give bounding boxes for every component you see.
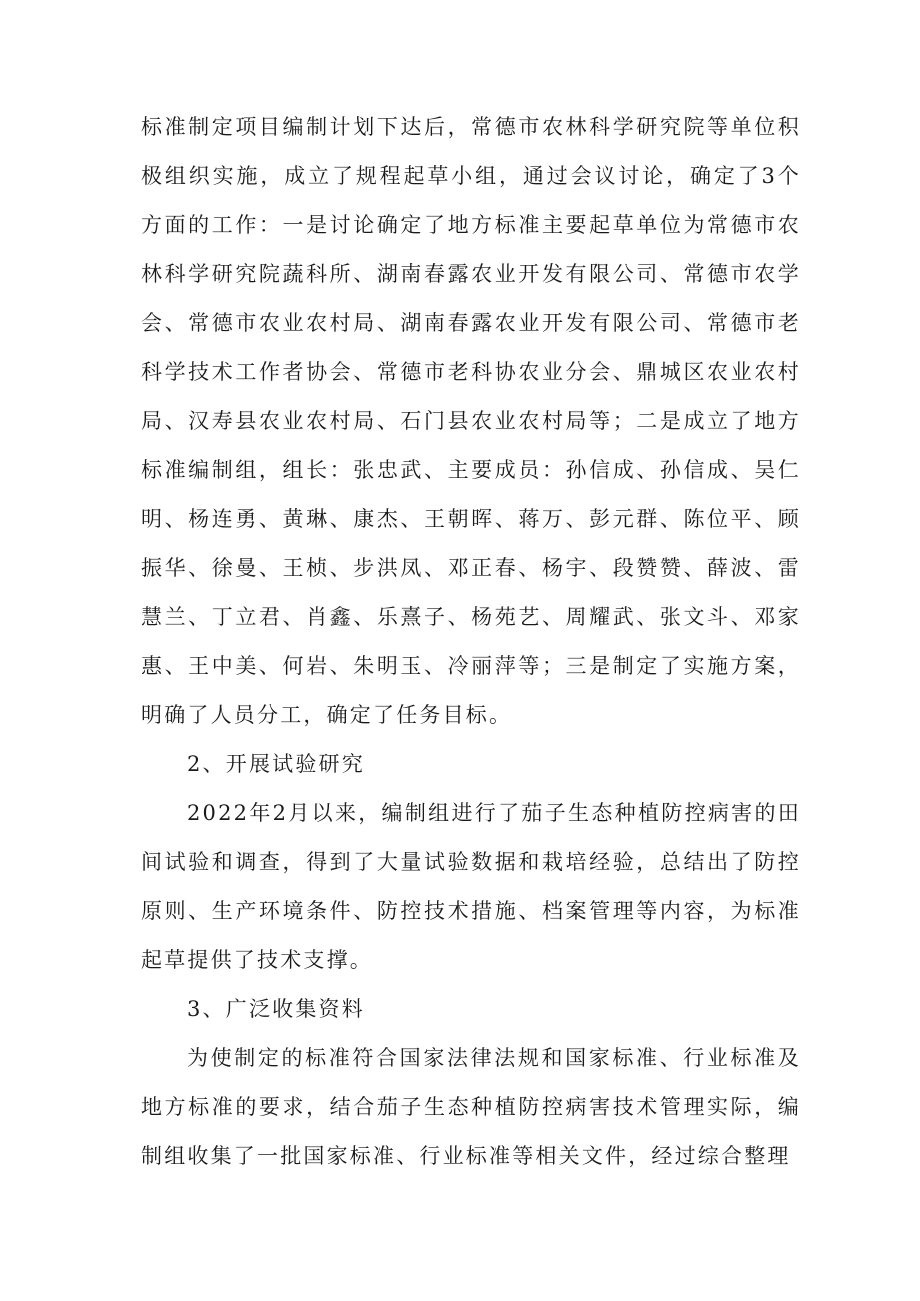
paragraph-collect-materials: 为使制定的标准符合国家法律法规和国家标准、行业标准及地方标准的要求，结合茄子生态种植防控病害技术管理实际，编制组收集了一批国家标准、行业标准等相关文件，经过综合整理	[141, 1046, 801, 1168]
paragraph-trial-research: 2022年2月以来，编制组进行了茄子生态种植防控病害的田间试验和调查，得到了大量试验数据和栽培经验，总结出了防控原则、生产环境条件、防控技术措施、档案管理等内容，为标准起草提供了技术支撑。	[141, 801, 801, 972]
section-heading-trial-research: 2、开展试验研究	[187, 752, 365, 776]
document-body	[141, 103, 801, 1181]
paragraph-organization: 标准制定项目编制计划下达后，常德市农林科学研究院等单位积极组织实施，成立了规程起草小组，通过会议讨论，确定了3个方面的工作：一是讨论确定了地方标准主要起草单位为常德市农林科学研究院蔬科所、湖南春露农业开发有限公司、常德市农学会、常德市农业农村局、湖南春露农业开发有限公司、常德市老科学技术工作者协会、常德市老科协农业分会、鼎城区农业农村局、汉寿县农业农村局、石门县农业农村局等；二是成立了地方标准编制组，组长：张忠武、主要成员：孙信成、孙信成、吴仁明、杨连勇、黄琳、康杰、王朝晖、蒋万、彭元群、陈位平、顾振华、徐曼、王桢、步洪凤、邓正春、杨宇、段赞赞、薛波、雷慧兰、丁立君、肖鑫、乐熹子、杨苑艺、周耀武、张文斗、邓家惠、王中美、何岩、朱明玉、冷丽萍等；三是制定了实施方案，明确了人员分工，确定了任务目标。	[141, 115, 801, 727]
section-heading-collect-materials: 3、广泛收集资料	[187, 997, 365, 1021]
